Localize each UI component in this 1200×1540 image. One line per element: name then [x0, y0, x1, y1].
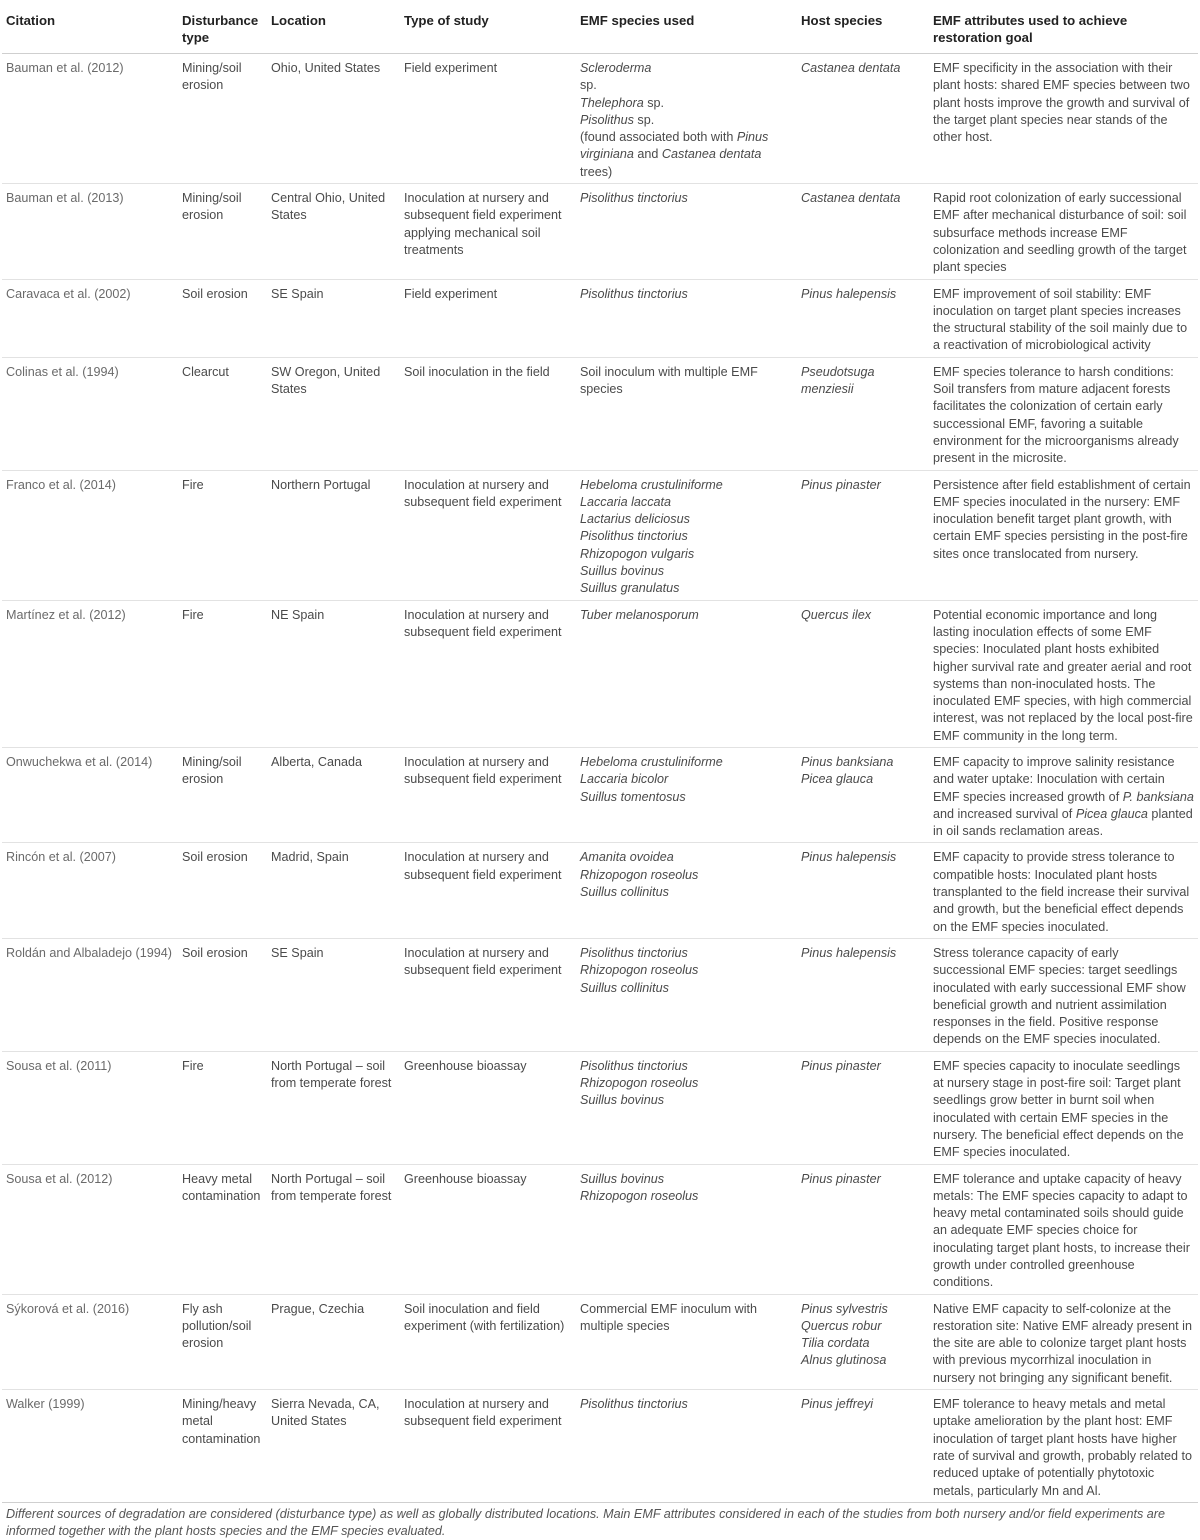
cell-disturbance-type: Soil erosion	[178, 279, 267, 357]
cell-type-of-study: Inoculation at nursery and subsequent field experiment	[400, 470, 576, 600]
cell-emf-attributes: EMF tolerance and uptake capacity of heavy metals: The EMF species capacity to adapt to heavy metal contaminated soils should guide an adequate EMF species choice for inoculating target plant hosts, to increase their growth under controlled greenhouse conditions.	[929, 1164, 1198, 1294]
cell-emf-attributes: Rapid root colonization of early successional EMF after mechanical disturbance of soil: soil subsurface methods increase EMF colonization and seedling growth of the target plant species	[929, 184, 1198, 279]
cell-type-of-study: Soil inoculation in the field	[400, 357, 576, 470]
cell-location: SE Spain	[267, 279, 400, 357]
cell-emf-attributes: Stress tolerance capacity of early successional EMF species: target seedlings inoculated with early successional EMF show beneficial growth and nutrient assimilation responses in the field. Positive response depends on the EMF species inoculated.	[929, 938, 1198, 1051]
cell-host-species: Castanea dentata	[797, 184, 929, 279]
cell-type-of-study: Greenhouse bioassay	[400, 1051, 576, 1164]
table-row	[2, 184, 1198, 279]
cell-type-of-study: Field experiment	[400, 279, 576, 357]
cell-location: NE Spain	[267, 600, 400, 747]
cell-emf-species: Pisolithus tinctorius Rhizopogon roseolus Suillus bovinus	[576, 1051, 797, 1164]
cell-location: SE Spain	[267, 938, 400, 1051]
table-row	[2, 1390, 1198, 1503]
cell-disturbance-type: Soil erosion	[178, 938, 267, 1051]
header-emf-attributes: EMF attributes used to achieve restoration goal	[929, 6, 1198, 54]
cell-disturbance-type: Mining/heavy metal contamination	[178, 1390, 267, 1503]
cell-location: Madrid, Spain	[267, 843, 400, 938]
header-emf-species: EMF species used	[576, 6, 797, 54]
cell-emf-attributes: EMF species capacity to inoculate seedlings at nursery stage in post-fire soil: Target plant seedlings grow better in burnt soil when inoculated with certain EMF species in the nursery. The beneficial effect depends on the EMF species inoculated.	[929, 1051, 1198, 1164]
restoration-studies-table	[2, 6, 1198, 1503]
cell-citation: Bauman et al. (2012)	[2, 54, 178, 184]
cell-citation: Bauman et al. (2013)	[2, 184, 178, 279]
cell-location: Prague, Czechia	[267, 1294, 400, 1389]
cell-location: Ohio, United States	[267, 54, 400, 184]
cell-type-of-study: Inoculation at nursery and subsequent field experiment	[400, 747, 576, 842]
cell-disturbance-type: Clearcut	[178, 357, 267, 470]
cell-type-of-study: Inoculation at nursery and subsequent field experiment	[400, 600, 576, 747]
cell-host-species: Castanea dentata	[797, 54, 929, 184]
header-disturbance-type: Disturbance type	[178, 6, 267, 54]
cell-disturbance-type: Mining/soil erosion	[178, 54, 267, 184]
cell-emf-attributes: Potential economic importance and long lasting inoculation effects of some EMF species: Inoculated plant hosts exhibited higher survival rate and greater aerial and root systems than non-inoculated hosts. The inoculated EMF species, with high commercial interest, was not replaced by the local post-fire EMF community in the long term.	[929, 600, 1198, 747]
table-row	[2, 600, 1198, 747]
cell-citation: Sousa et al. (2011)	[2, 1051, 178, 1164]
cell-location: Sierra Nevada, CA, United States	[267, 1390, 400, 1503]
cell-host-species: Pseudotsuga menziesii	[797, 357, 929, 470]
cell-emf-species: Soil inoculum with multiple EMF species	[576, 357, 797, 470]
cell-location: Northern Portugal	[267, 470, 400, 600]
table-row	[2, 54, 1198, 184]
cell-location: North Portugal – soil from temperate forest	[267, 1164, 400, 1294]
header-host-species: Host species	[797, 6, 929, 54]
table-row	[2, 1051, 1198, 1164]
cell-emf-species: Amanita ovoidea Rhizopogon roseolus Suillus collinitus	[576, 843, 797, 938]
table-row	[2, 279, 1198, 357]
table-row	[2, 843, 1198, 938]
cell-host-species: Quercus ilex	[797, 600, 929, 747]
table-row	[2, 1294, 1198, 1389]
cell-disturbance-type: Mining/soil erosion	[178, 184, 267, 279]
cell-host-species: Pinus pinaster	[797, 1051, 929, 1164]
cell-citation: Martínez et al. (2012)	[2, 600, 178, 747]
cell-disturbance-type: Mining/soil erosion	[178, 747, 267, 842]
cell-type-of-study: Inoculation at nursery and subsequent field experiment applying mechanical soil treatments	[400, 184, 576, 279]
header-location: Location	[267, 6, 400, 54]
cell-citation: Onwuchekwa et al. (2014)	[2, 747, 178, 842]
table-row	[2, 1164, 1198, 1294]
cell-citation: Sýkorová et al. (2016)	[2, 1294, 178, 1389]
cell-location: Alberta, Canada	[267, 747, 400, 842]
cell-type-of-study: Inoculation at nursery and subsequent field experiment	[400, 843, 576, 938]
cell-emf-attributes: EMF species tolerance to harsh conditions: Soil transfers from mature adjacent forests facilitates the colonization of certain early successional EMF, favoring a suitable environment for the microorganisms already present in the microsite.	[929, 357, 1198, 470]
cell-host-species: Pinus halepensis	[797, 279, 929, 357]
cell-emf-species: Scleroderma sp. Thelephora sp. Pisolithus sp. (found associated both with Pinus virginiana and Castanea dentata trees)	[576, 54, 797, 184]
cell-emf-attributes: Native EMF capacity to self-colonize at the restoration site: Native EMF already present in the site are able to colonize target plant hosts with previous mycorrhizal inoculation in nursery not bringing any significant benefit.	[929, 1294, 1198, 1389]
cell-disturbance-type: Fly ash pollution/soil erosion	[178, 1294, 267, 1389]
cell-citation: Franco et al. (2014)	[2, 470, 178, 600]
cell-emf-attributes: Persistence after field establishment of certain EMF species inoculated in the nursery: EMF inoculation benefit target plant growth, with certain EMF species persisting in the post-fire sites once translocated from nursery.	[929, 470, 1198, 600]
cell-host-species: Pinus halepensis	[797, 843, 929, 938]
cell-emf-species: Suillus bovinus Rhizopogon roseolus	[576, 1164, 797, 1294]
cell-host-species: Pinus banksiana Picea glauca	[797, 747, 929, 842]
cell-emf-species: Commercial EMF inoculum with multiple species	[576, 1294, 797, 1389]
cell-disturbance-type: Heavy metal contamination	[178, 1164, 267, 1294]
header-citation: Citation	[2, 6, 178, 54]
cell-location: SW Oregon, United States	[267, 357, 400, 470]
cell-disturbance-type: Fire	[178, 470, 267, 600]
header-row	[2, 6, 1198, 54]
table-row	[2, 938, 1198, 1051]
cell-citation: Caravaca et al. (2002)	[2, 279, 178, 357]
cell-emf-attributes: EMF capacity to improve salinity resistance and water uptake: Inoculation with certain EMF species increased growth of P. banksiana and increased survival of Picea glauca planted in oil sands reclamation areas.	[929, 747, 1198, 842]
cell-disturbance-type: Soil erosion	[178, 843, 267, 938]
cell-host-species: Pinus pinaster	[797, 1164, 929, 1294]
cell-location: North Portugal – soil from temperate forest	[267, 1051, 400, 1164]
cell-emf-species: Hebeloma crustuliniforme Laccaria laccata Lactarius deliciosus Pisolithus tinctorius Rhizopogon vulgaris Suillus bovinus Suillus granulatus	[576, 470, 797, 600]
table-row	[2, 747, 1198, 842]
cell-emf-attributes: EMF capacity to provide stress tolerance to compatible hosts: Inoculated plant hosts transplanted to the field increase their survival and growth, but the beneficial effect depends on the EMF species inoculated.	[929, 843, 1198, 938]
cell-type-of-study: Field experiment	[400, 54, 576, 184]
cell-location: Central Ohio, United States	[267, 184, 400, 279]
cell-emf-attributes: EMF tolerance to heavy metals and metal uptake amelioration by the plant host: EMF inoculation of target plant hosts have higher rate of survival and growth, probably related to reduced uptake of potentially phytotoxic metals, particularly Mn and Al.	[929, 1390, 1198, 1503]
cell-disturbance-type: Fire	[178, 1051, 267, 1164]
table-footnote: Different sources of degradation are considered (disturbance type) as well as globally distributed locations. Main EMF attributes considered in each of the studies from both nursery and/or field experiments are informed together with the plant hosts species and the EMF species evaluated.	[6, 1506, 1165, 1538]
cell-host-species: Pinus sylvestris Quercus robur Tilia cordata Alnus glutinosa	[797, 1294, 929, 1389]
cell-emf-species: Pisolithus tinctorius	[576, 279, 797, 357]
table-body	[2, 54, 1198, 1503]
cell-citation: Walker (1999)	[2, 1390, 178, 1503]
cell-type-of-study: Soil inoculation and field experiment (with fertilization)	[400, 1294, 576, 1389]
cell-disturbance-type: Fire	[178, 600, 267, 747]
table-row	[2, 470, 1198, 600]
cell-emf-attributes: EMF specificity in the association with their plant hosts: shared EMF species between two plant hosts improve the growth and survival of the target plant species near stands of the other host.	[929, 54, 1198, 184]
cell-emf-species: Pisolithus tinctorius Rhizopogon roseolus Suillus collinitus	[576, 938, 797, 1051]
cell-citation: Colinas et al. (1994)	[2, 357, 178, 470]
table-row	[2, 357, 1198, 470]
cell-type-of-study: Inoculation at nursery and subsequent field experiment	[400, 1390, 576, 1503]
cell-emf-species: Hebeloma crustuliniforme Laccaria bicolor Suillus tomentosus	[576, 747, 797, 842]
cell-citation: Rincón et al. (2007)	[2, 843, 178, 938]
header-type-of-study: Type of study	[400, 6, 576, 54]
cell-emf-species: Tuber melanosporum	[576, 600, 797, 747]
cell-host-species: Pinus halepensis	[797, 938, 929, 1051]
cell-host-species: Pinus pinaster	[797, 470, 929, 600]
cell-emf-species: Pisolithus tinctorius	[576, 1390, 797, 1503]
cell-citation: Roldán and Albaladejo (1994)	[2, 938, 178, 1051]
cell-type-of-study: Greenhouse bioassay	[400, 1164, 576, 1294]
table-page	[0, 6, 1200, 1538]
cell-emf-species: Pisolithus tinctorius	[576, 184, 797, 279]
cell-emf-attributes: EMF improvement of soil stability: EMF inoculation on target plant species increases the structural stability of the soil mainly due to a reactivation of microbiological activity	[929, 279, 1198, 357]
cell-citation: Sousa et al. (2012)	[2, 1164, 178, 1294]
cell-type-of-study: Inoculation at nursery and subsequent field experiment	[400, 938, 576, 1051]
cell-host-species: Pinus jeffreyi	[797, 1390, 929, 1503]
